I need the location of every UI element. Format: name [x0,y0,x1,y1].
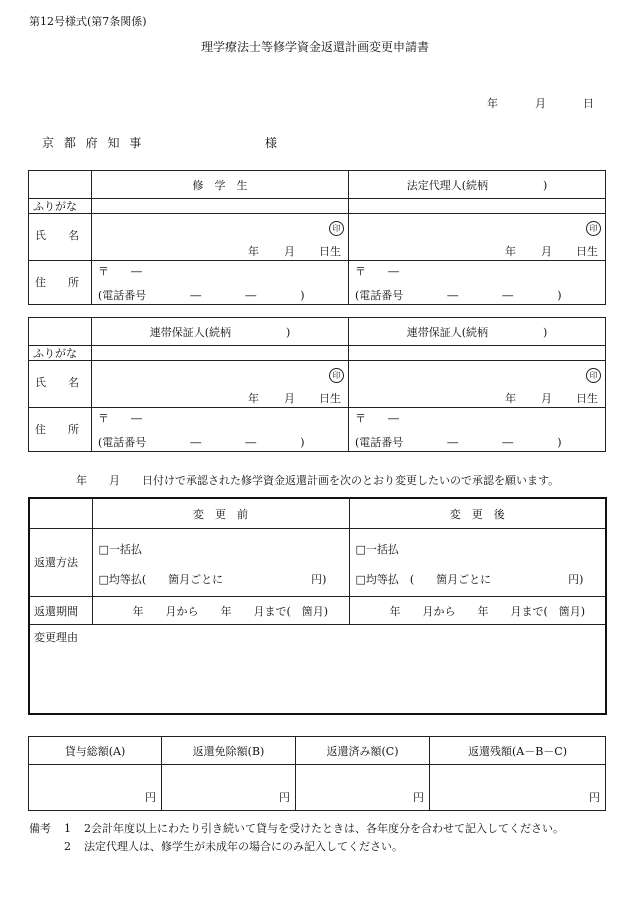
guarantor1-name-field[interactable] [92,361,349,408]
header-after: 変 更 後 [349,498,606,528]
seal-icon: 印 [586,368,601,383]
header-guardian: 法定代理人(続柄 ) [349,171,606,199]
postal-mark: 〒 ― [98,412,142,425]
period-before-field[interactable]: 年 月から 年 月まで( 箇月) [92,596,349,624]
date-year: 年 [487,97,498,110]
guarantor1-furigana-field[interactable] [92,346,349,361]
postal-mark: 〒 ― [355,265,399,278]
installment-checkbox[interactable]: □均等払( 箇月ごとに 円) [98,572,327,586]
header-before: 変 更 前 [92,498,349,528]
remaining-amount-field[interactable]: 円 [430,765,606,811]
guardian-name-field[interactable] [349,214,606,261]
amount-table [28,736,606,811]
guarantor2-furigana-field[interactable] [349,346,606,361]
label-furigana: ふりがな [29,346,92,361]
header-repaid-amount: 返還済み額(C) [296,737,430,765]
guarantor2-name-field[interactable] [349,361,606,408]
phone-label: (電話番号 ― ― ) [355,436,562,449]
label-repayment-method: 返還方法 [29,528,92,596]
header-remaining-amount: 返還残額(A－B－C) [430,737,606,765]
birth-day: 日生 [576,245,598,258]
method-after-field[interactable] [349,528,606,596]
notes-label: 備考 [29,822,51,835]
birth-day: 日生 [319,392,341,405]
addressee-name: 京 都 府 知 事 [42,136,145,150]
method-before-field[interactable] [92,528,349,596]
corner-cell [29,171,92,199]
header-guarantor-2: 連帯保証人(続柄 ) [349,318,606,346]
birth-month: 月 [541,392,552,405]
seal-icon: 印 [329,221,344,236]
birth-year: 年 [505,392,516,405]
student-name-field[interactable] [92,214,349,261]
header-guarantor-1: 連帯保証人(続柄 ) [92,318,349,346]
guarantor1-address-field[interactable] [92,408,349,452]
birth-day: 日生 [576,392,598,405]
corner-cell [29,318,92,346]
label-address: 住 所 [29,261,92,305]
change-reason-field[interactable] [29,624,606,714]
label-address: 住 所 [29,408,92,452]
label-repayment-period: 返還期間 [29,596,92,624]
note-1-text: 2会計年度以上にわたり引き続いて貸与を受けたときは、各年度分を合わせて記入してください。 [84,822,564,835]
student-furigana-field[interactable] [92,199,349,214]
change-table [28,497,607,715]
postal-mark: 〒 ― [98,265,142,278]
form-number: 第12号様式(第7条関係) [29,15,147,28]
exempt-amount-field[interactable]: 円 [162,765,296,811]
label-name: 氏 名 [29,361,92,408]
guardian-address-field[interactable] [349,261,606,305]
seal-icon: 印 [329,368,344,383]
date-day: 日 [583,97,594,110]
guarantor2-address-field[interactable] [349,408,606,452]
seal-icon: 印 [586,221,601,236]
date-month: 月 [535,97,546,110]
installment-checkbox[interactable]: □均等払 ( 箇月ごとに 円) [355,572,584,586]
repaid-amount-field[interactable]: 円 [296,765,430,811]
birth-month: 月 [284,392,295,405]
header-exempt-amount: 返還免除額(B) [162,737,296,765]
lump-sum-checkbox[interactable]: □一括払 [355,542,399,556]
postal-mark: 〒 ― [355,412,399,425]
birth-month: 月 [541,245,552,258]
phone-label: (電話番号 ― ― ) [98,289,305,302]
guarantor-table [28,317,606,452]
period-after-field[interactable]: 年 月から 年 月まで( 箇月) [349,596,606,624]
note-1-number: 1 [64,822,71,835]
note-2-number: 2 [64,840,71,853]
label-furigana: ふりがな [29,199,92,214]
addressee-honorific: 様 [265,136,278,150]
total-loan-field[interactable]: 円 [29,765,162,811]
birth-year: 年 [505,245,516,258]
birth-year: 年 [248,245,259,258]
note-2-text: 法定代理人は、修学生が未成年の場合にのみ記入してください。 [84,840,403,853]
label-name: 氏 名 [29,214,92,261]
corner-cell [29,498,92,528]
student-guardian-table [28,170,606,305]
phone-label: (電話番号 ― ― ) [355,289,562,302]
label-change-reason: 変更理由 [34,630,78,644]
header-student: 修 学 生 [92,171,349,199]
header-total-loan: 貸与総額(A) [29,737,162,765]
lump-sum-checkbox[interactable]: □一括払 [98,542,142,556]
phone-label: (電話番号 ― ― ) [98,436,305,449]
guardian-furigana-field[interactable] [349,199,606,214]
birth-year: 年 [248,392,259,405]
birth-day: 日生 [319,245,341,258]
student-address-field[interactable] [92,261,349,305]
request-statement: 年 月 日付けで承認された修学資金返還計画を次のとおり変更したいので承認を願います。 [76,474,560,487]
birth-month: 月 [284,245,295,258]
page-title: 理学療法士等修学資金返還計画変更申請書 [200,40,429,54]
